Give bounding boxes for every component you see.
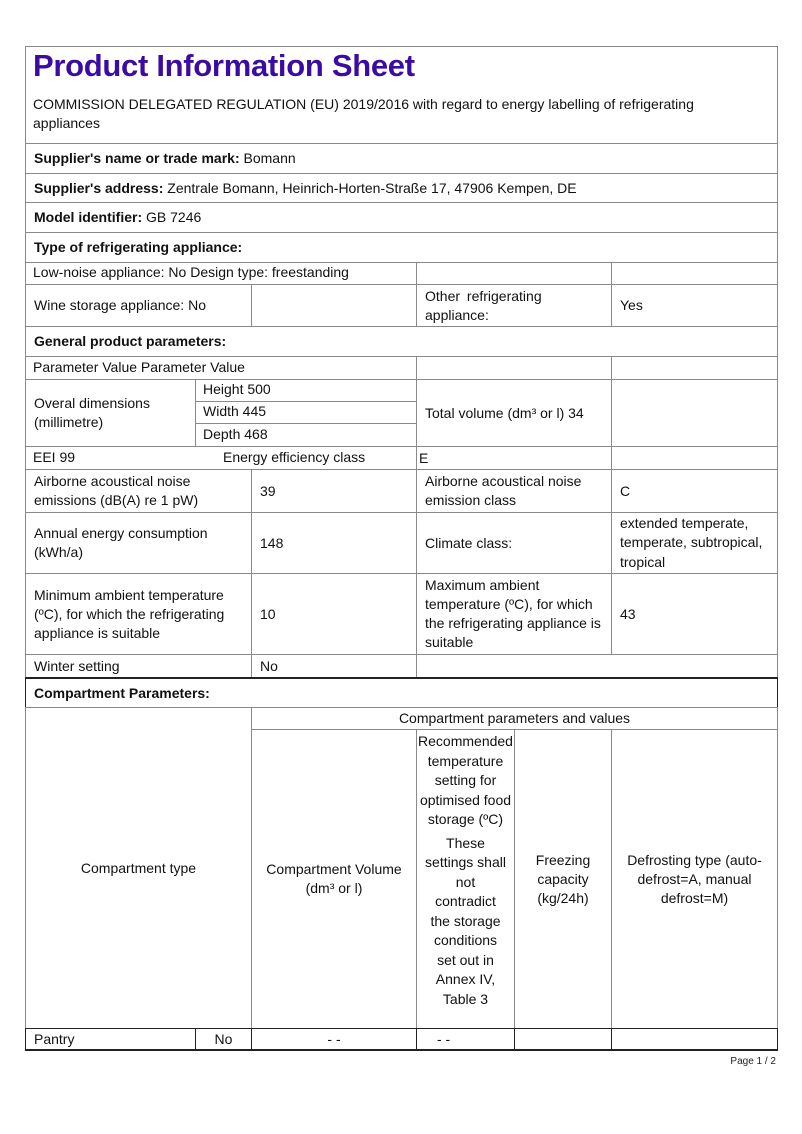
defrost-type-header-cell bbox=[611, 729, 778, 1029]
compartment-row-volume-cell bbox=[251, 1028, 417, 1051]
other-appliance-label: Other refrigerating appliance: bbox=[425, 287, 542, 323]
compartment-group-header-cell bbox=[251, 707, 778, 730]
annual-energy-label-cell bbox=[25, 512, 252, 574]
max-temp-value-cell bbox=[611, 573, 778, 655]
compartment-row-type: Pantry bbox=[34, 1030, 75, 1047]
empty-cell bbox=[416, 262, 612, 285]
empty-cell bbox=[611, 262, 778, 285]
supplier-address-label: Supplier's address: bbox=[34, 179, 164, 196]
page-title: Product Information Sheet bbox=[33, 48, 415, 83]
eei-text: EEI 99 bbox=[33, 449, 76, 465]
wine-storage-cell bbox=[25, 284, 252, 327]
energy-class-label: Energy efficiency class bbox=[223, 449, 366, 465]
compartment-row-temp-cell bbox=[416, 1028, 515, 1051]
temperature-header-cell bbox=[416, 729, 515, 1029]
noise-label: Airborne acoustical noise emissions (dB(A) re 1 pW) bbox=[34, 473, 199, 508]
max-temp-value: 43 bbox=[620, 605, 636, 622]
max-temp-label-cell bbox=[416, 573, 612, 655]
general-params-heading-row bbox=[25, 326, 778, 357]
compartment-row-type-cell bbox=[25, 1028, 196, 1051]
climate-value-cell bbox=[611, 512, 778, 574]
supplier-address-row bbox=[25, 173, 778, 203]
noise-value-cell bbox=[251, 469, 417, 513]
low-noise-design-text: Low-noise appliance: No Design type: freestanding bbox=[33, 264, 349, 280]
compartment-row-defrost-cell bbox=[611, 1028, 778, 1051]
noise-class-label-cell bbox=[416, 469, 612, 513]
noise-class-value: C bbox=[620, 482, 631, 499]
appliance-type-heading-row bbox=[25, 232, 778, 263]
regulation-subtitle: COMMISSION DELEGATED REGULATION (EU) 2019/2016 with regard to energy labelling of refrigerating appliances bbox=[33, 96, 694, 131]
empty-cell bbox=[611, 446, 778, 470]
model-identifier-row bbox=[25, 202, 778, 233]
noise-label-cell bbox=[25, 469, 252, 513]
freezing-capacity-header-cell bbox=[514, 729, 612, 1029]
temperature-header-note: These settings shall not contradict the storage conditions set out in Annex IV, Table 3 bbox=[425, 834, 506, 1007]
param-header-text: Parameter Value Parameter Value bbox=[33, 359, 245, 375]
dimensions-label: Overal dimensions (millimetre) bbox=[34, 395, 150, 430]
freezing-capacity-header: Freezing capacity (kg/24h) bbox=[535, 851, 591, 906]
wine-storage-text: Wine storage appliance: No bbox=[34, 297, 206, 313]
energy-class-value: E bbox=[419, 449, 429, 466]
compartment-volume-header: Compartment Volume (dm³ or l) bbox=[266, 861, 402, 896]
annual-energy-value-cell bbox=[251, 512, 417, 574]
page-number: Page 1 / 2 bbox=[730, 1056, 776, 1067]
defrost-type-header: Defrosting type (auto-defrost=A, manual defrost=M) bbox=[627, 851, 762, 906]
empty-cell bbox=[251, 284, 417, 327]
compartment-group-header: Compartment parameters and values bbox=[398, 710, 631, 726]
compartment-type-header: Compartment type bbox=[80, 859, 197, 876]
compartment-heading-row bbox=[25, 677, 778, 708]
noise-value: 39 bbox=[260, 482, 276, 499]
empty-cell bbox=[416, 654, 778, 678]
climate-value: extended temperate, temperate, subtropical, tropical bbox=[620, 514, 763, 570]
compartment-type-header-cell bbox=[25, 707, 252, 1029]
empty-cell bbox=[611, 379, 778, 447]
empty-cell bbox=[416, 356, 612, 380]
noise-class-value-cell bbox=[611, 469, 778, 513]
min-temp-label-cell bbox=[25, 573, 252, 655]
annual-energy-value: 148 bbox=[260, 534, 284, 551]
total-volume-cell bbox=[416, 379, 612, 447]
min-temp-value: 10 bbox=[260, 605, 276, 622]
compartment-row-temp: - - bbox=[437, 1030, 451, 1047]
climate-label: Climate class: bbox=[425, 534, 513, 551]
winter-label: Winter setting bbox=[34, 657, 120, 674]
dimensions-label-cell bbox=[25, 379, 196, 447]
compartment-row-volume: - - bbox=[327, 1030, 341, 1047]
other-appliance-label-cell bbox=[416, 284, 612, 327]
depth-text: Depth 468 bbox=[203, 426, 268, 442]
supplier-name-label: Supplier's name or trade mark: bbox=[34, 150, 240, 166]
supplier-address-value: Zentrale Bomann, Heinrich-Horten-Straße 17, 47906 Kempen, DE bbox=[167, 179, 577, 196]
annual-energy-label: Annual energy consumption (kWh/a) bbox=[34, 525, 208, 560]
noise-class-label: Airborne acoustical noise emission class bbox=[425, 473, 582, 508]
compartment-row-present: No bbox=[214, 1030, 233, 1047]
energy-class-value-cell bbox=[416, 446, 612, 470]
compartment-heading: Compartment Parameters: bbox=[34, 684, 210, 701]
compartment-row-freezing-cell bbox=[514, 1028, 612, 1051]
other-appliance-value: Yes bbox=[620, 297, 643, 313]
total-volume-text: Total volume (dm³ or l) 34 bbox=[425, 404, 584, 421]
model-identifier-label: Model identifier: bbox=[34, 209, 143, 225]
height-text: Height 500 bbox=[203, 381, 271, 397]
empty-cell bbox=[611, 356, 778, 380]
max-temp-label: Maximum ambient temperature (ºC), for which the refrigerating appliance is suitable bbox=[425, 577, 601, 650]
supplier-name-row bbox=[25, 143, 778, 174]
min-temp-value-cell bbox=[251, 573, 417, 655]
width-text: Width 445 bbox=[203, 403, 267, 419]
supplier-name-value: Bomann bbox=[243, 150, 296, 166]
winter-value-cell bbox=[251, 654, 417, 678]
appliance-type-heading: Type of refrigerating appliance: bbox=[34, 239, 243, 255]
model-identifier-value: GB 7246 bbox=[146, 209, 202, 225]
temperature-header-main: Recommended temperature setting for optimised food storage (ºC) bbox=[418, 733, 513, 827]
other-appliance-value-cell bbox=[611, 284, 778, 327]
climate-label-cell bbox=[416, 512, 612, 574]
compartment-volume-header-cell bbox=[251, 729, 417, 1029]
winter-value: No bbox=[260, 657, 278, 674]
compartment-row-present-cell bbox=[195, 1028, 252, 1051]
min-temp-label: Minimum ambient temperature (ºC), for which the refrigerating appliance is suitable bbox=[34, 586, 225, 641]
general-params-heading: General product parameters: bbox=[34, 333, 227, 349]
winter-label-cell bbox=[25, 654, 252, 678]
